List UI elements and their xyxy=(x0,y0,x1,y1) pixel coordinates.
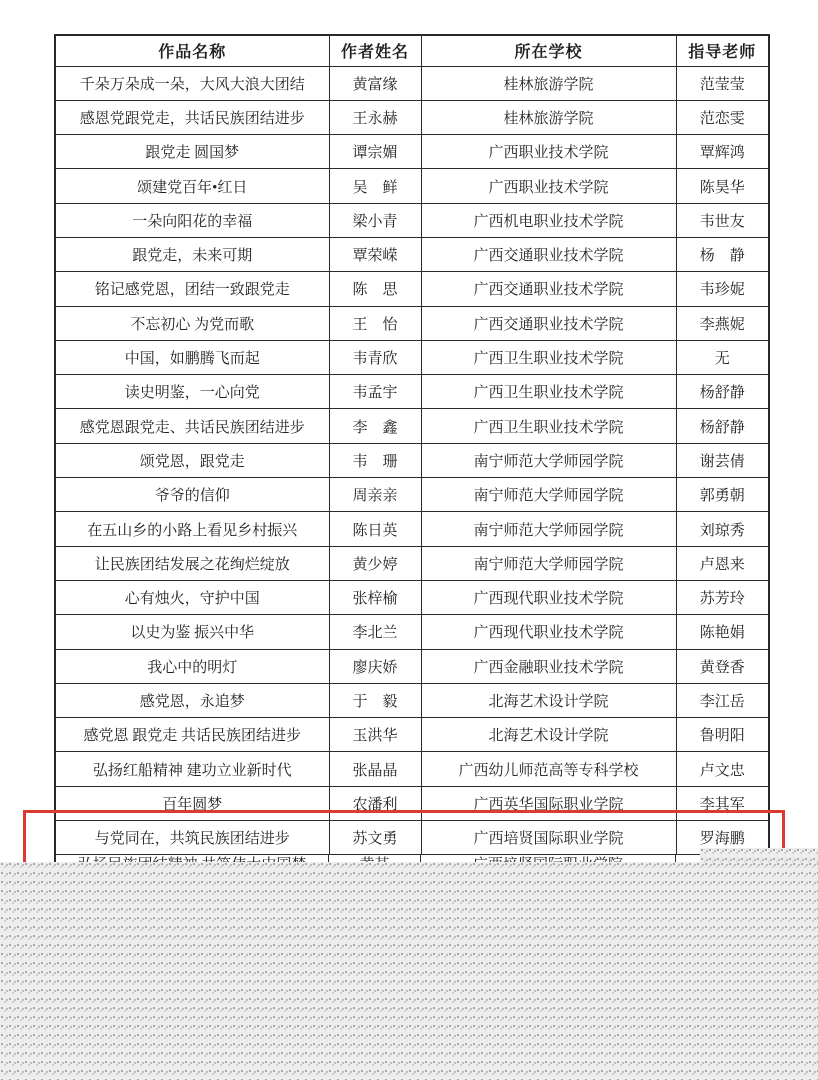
work-name-cell: 让民族团结发展之花绚烂绽放 xyxy=(55,546,329,580)
teacher-cell: 卢文忠 xyxy=(676,752,769,786)
table-header xyxy=(55,35,769,66)
school-cell: 桂林旅游学院 xyxy=(421,100,676,134)
work-name-cell: 感党恩 跟党走 共话民族团结进步 xyxy=(55,718,329,752)
school-cell: 广西金融职业技术学院 xyxy=(421,649,676,683)
school-cell: 广西培贤国际职业学院 xyxy=(421,821,676,855)
table-row xyxy=(55,237,769,271)
school-cell: 广西英华国际职业学院 xyxy=(421,786,676,820)
work-name-cell: 我心中的明灯 xyxy=(55,649,329,683)
table-row xyxy=(55,615,769,649)
school-cell: 广西交通职业技术学院 xyxy=(421,237,676,271)
teacher-cell: 郭勇朝 xyxy=(676,478,769,512)
school-cell: 广西交通职业技术学院 xyxy=(421,272,676,306)
author-name-cell: 玉洪华 xyxy=(329,718,421,752)
teacher-cell: 李江岳 xyxy=(676,683,769,717)
work-name-cell: 跟党走 圆国梦 xyxy=(55,135,329,169)
table-row xyxy=(55,821,769,855)
teacher-cell: 卢恩来 xyxy=(676,546,769,580)
work-name-cell: 颂建党百年•红日 xyxy=(55,169,329,203)
work-name-cell: 爷爷的信仰 xyxy=(55,478,329,512)
teacher-cell: 黄登香 xyxy=(676,649,769,683)
table-row xyxy=(55,272,769,306)
work-name-cell: 感党恩跟党走、共话民族团结进步 xyxy=(55,409,329,443)
work-name-cell: 以史为鉴 振兴中华 xyxy=(55,615,329,649)
author-name-cell: 李北兰 xyxy=(329,615,421,649)
school-cell: 广西卫生职业技术学院 xyxy=(421,340,676,374)
school-cell: 广西幼儿师范高等专科学校 xyxy=(421,752,676,786)
work-name-cell: 弘扬红船精神 建功立业新时代 xyxy=(55,752,329,786)
school-cell: 北海艺术设计学院 xyxy=(421,683,676,717)
table-row xyxy=(55,683,769,717)
work-name-cell: 不忘初心 为党而歌 xyxy=(55,306,329,340)
school-cell: 广西卫生职业技术学院 xyxy=(421,409,676,443)
school-cell: 广西机电职业技术学院 xyxy=(421,203,676,237)
table-row xyxy=(55,375,769,409)
school-cell: 南宁师范大学师园学院 xyxy=(421,546,676,580)
table-row xyxy=(55,649,769,683)
school-cell: 北海艺术设计学院 xyxy=(421,718,676,752)
author-name-cell: 韦 珊 xyxy=(329,443,421,477)
teacher-cell: 范莹莹 xyxy=(676,66,769,100)
table-row xyxy=(55,718,769,752)
teacher-cell: 谢芸倩 xyxy=(676,443,769,477)
teacher-cell: 陈艳娟 xyxy=(676,615,769,649)
work-name-cell: 读史明鉴，一心向党 xyxy=(55,375,329,409)
author-name-cell: 黄少婷 xyxy=(329,546,421,580)
work-name-cell: 心有烛火，守护中国 xyxy=(55,580,329,614)
teacher-cell: 鲁明阳 xyxy=(676,718,769,752)
table-row xyxy=(55,340,769,374)
header-cell: 作品名称 xyxy=(55,35,329,66)
author-name-cell: 廖庆娇 xyxy=(329,649,421,683)
table-row xyxy=(55,512,769,546)
table-row xyxy=(55,169,769,203)
work-name-cell: 感党恩，永追梦 xyxy=(55,683,329,717)
teacher-cell: 罗海鹏 xyxy=(676,821,769,855)
table-row xyxy=(55,546,769,580)
table-row xyxy=(55,203,769,237)
author-name-cell: 于 毅 xyxy=(329,683,421,717)
header-cell: 作者姓名 xyxy=(329,35,421,66)
author-name-cell: 韦孟宇 xyxy=(329,375,421,409)
header-cell: 所在学校 xyxy=(421,35,676,66)
school-cell: 南宁师范大学师园学院 xyxy=(421,443,676,477)
author-name-cell: 韦青欣 xyxy=(329,340,421,374)
work-name-cell: 颂党恩，跟党走 xyxy=(55,443,329,477)
table-row xyxy=(55,478,769,512)
work-name-cell: 跟党走，未来可期 xyxy=(55,237,329,271)
author-name-cell: 苏文勇 xyxy=(329,821,421,855)
teacher-cell: 杨舒静 xyxy=(676,409,769,443)
unrendered-area xyxy=(0,862,818,1080)
unrendered-area-step xyxy=(700,848,818,863)
teacher-cell: 陈昊华 xyxy=(676,169,769,203)
work-name-cell: 中国，如鹏腾飞而起 xyxy=(55,340,329,374)
school-cell: 广西职业技术学院 xyxy=(421,169,676,203)
teacher-cell: 刘琼秀 xyxy=(676,512,769,546)
teacher-cell: 李其军 xyxy=(676,786,769,820)
works-table xyxy=(54,34,770,855)
author-name-cell: 吴 鲜 xyxy=(329,169,421,203)
teacher-cell: 无 xyxy=(676,340,769,374)
work-name-cell: 与党同在，共筑民族团结进步 xyxy=(55,821,329,855)
teacher-cell: 杨舒静 xyxy=(676,375,769,409)
author-name-cell: 梁小青 xyxy=(329,203,421,237)
school-cell: 广西职业技术学院 xyxy=(421,135,676,169)
school-cell: 南宁师范大学师园学院 xyxy=(421,512,676,546)
work-name-cell: 感恩党跟党走，共话民族团结进步 xyxy=(55,100,329,134)
author-name-cell: 陈日英 xyxy=(329,512,421,546)
work-name-cell: 在五山乡的小路上看见乡村振兴 xyxy=(55,512,329,546)
school-cell: 广西现代职业技术学院 xyxy=(421,615,676,649)
table-row xyxy=(55,580,769,614)
table-row xyxy=(55,443,769,477)
teacher-cell: 李燕妮 xyxy=(676,306,769,340)
author-name-cell: 李 鑫 xyxy=(329,409,421,443)
school-cell: 南宁师范大学师园学院 xyxy=(421,478,676,512)
author-name-cell: 周亲亲 xyxy=(329,478,421,512)
teacher-cell: 韦世友 xyxy=(676,203,769,237)
work-name-cell: 千朵万朵成一朵，大风大浪大团结 xyxy=(55,66,329,100)
school-cell: 广西交通职业技术学院 xyxy=(421,306,676,340)
author-name-cell: 黄富缘 xyxy=(329,66,421,100)
author-name-cell: 覃荣嵘 xyxy=(329,237,421,271)
header-cell: 指导老师 xyxy=(676,35,769,66)
school-cell: 广西现代职业技术学院 xyxy=(421,580,676,614)
teacher-cell: 苏芳玲 xyxy=(676,580,769,614)
table-row xyxy=(55,786,769,820)
work-name-cell: 铭记感党恩，团结一致跟党走 xyxy=(55,272,329,306)
author-name-cell: 王永赫 xyxy=(329,100,421,134)
work-name-cell: 一朵向阳花的幸福 xyxy=(55,203,329,237)
teacher-cell: 韦珍妮 xyxy=(676,272,769,306)
author-name-cell: 农潘利 xyxy=(329,786,421,820)
author-name-cell: 陈 思 xyxy=(329,272,421,306)
table-row xyxy=(55,100,769,134)
school-cell: 桂林旅游学院 xyxy=(421,66,676,100)
work-name-cell: 百年圆梦 xyxy=(55,786,329,820)
author-name-cell: 王 怡 xyxy=(329,306,421,340)
author-name-cell: 张梓榆 xyxy=(329,580,421,614)
table-row xyxy=(55,409,769,443)
table-body xyxy=(55,66,769,855)
school-cell: 广西卫生职业技术学院 xyxy=(421,375,676,409)
author-name-cell: 张晶晶 xyxy=(329,752,421,786)
table-row xyxy=(55,66,769,100)
table-row xyxy=(55,135,769,169)
teacher-cell: 范恋雯 xyxy=(676,100,769,134)
teacher-cell: 杨 静 xyxy=(676,237,769,271)
author-name-cell: 谭宗媚 xyxy=(329,135,421,169)
header-row xyxy=(55,35,769,66)
table-row xyxy=(55,752,769,786)
teacher-cell: 覃辉鸿 xyxy=(676,135,769,169)
table-row xyxy=(55,306,769,340)
